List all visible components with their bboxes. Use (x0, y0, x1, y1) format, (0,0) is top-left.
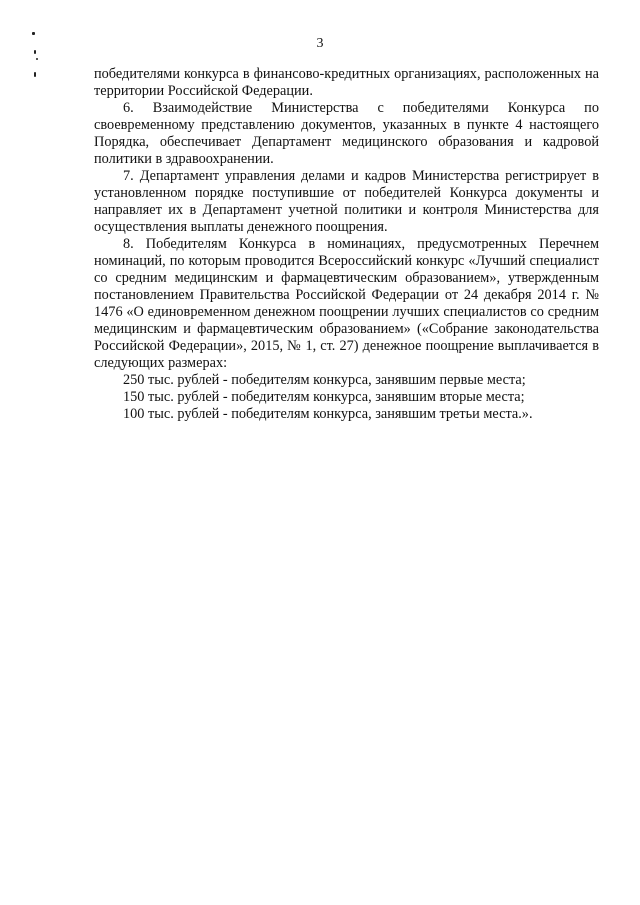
binding-mark (36, 58, 38, 60)
paragraph-7: 7. Департамент управления делами и кадров Министерства регистрирует в установленном порядке поступившие от победителей Конкурса документы и направляет их в Департамент учетной политики и контроля Министерства для осуществления выплаты денежного поощрения. (94, 168, 599, 235)
binding-mark (34, 72, 36, 77)
paragraph-continuation: победителями конкурса в финансово-кредитных организациях, расположенных на территории Российской Федерации. (94, 66, 599, 99)
binding-mark (32, 32, 35, 35)
award-second-place: 150 тыс. рублей - победителям конкурса, занявшим вторые места; (123, 389, 525, 405)
award-third-place: 100 тыс. рублей - победителям конкурса, занявшим третьи места.». (123, 406, 533, 422)
page-number: 3 (316, 36, 324, 51)
paragraph-8: 8. Победителям Конкурса в номинациях, предусмотренных Перечнем номинаций, по которым проводится Всероссийский конкурс «Лучший специалист со средним медицинским и фармацевтическим образованием», утвержденным постановлением Правительства Российской Федерации от 24 декабря 2014 г. № 1476 «О единовременном денежном поощрении лучших специалистов со средним медицинским и фармацевтическим образованием» («Собрание законодательства Российской Федерации», 2015, № 1, ст. 27) денежное поощрение выплачивается в следующих размерах: (94, 236, 599, 371)
paragraph-6: 6. Взаимодействие Министерства с победителями Конкурса по своевременному представлению документов, указанных в пункте 4 настоящего Порядка, обеспечивает Департамент медицинского образования и кадровой политики в здравоохранении. (94, 100, 599, 167)
award-first-place: 250 тыс. рублей - победителям конкурса, занявшим первые места; (123, 372, 526, 388)
document-body (94, 66, 599, 423)
